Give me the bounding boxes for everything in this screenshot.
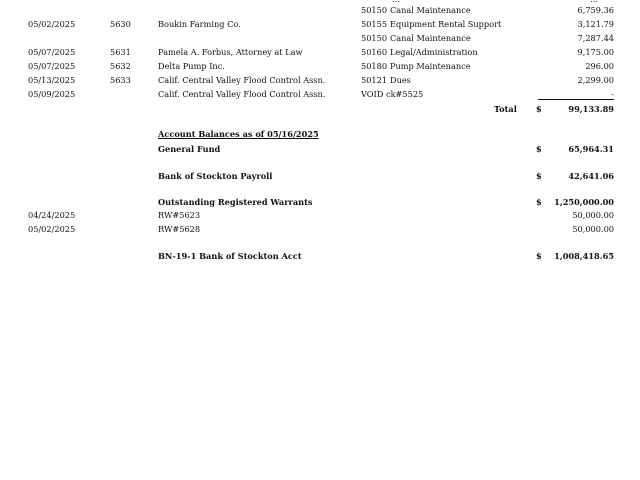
row-description: Equipment Rental Support bbox=[390, 19, 502, 29]
warrant-ref: RW#5623 bbox=[158, 210, 201, 220]
row-description: Canal Maintenance bbox=[390, 5, 471, 15]
account-label: BN-19-1 Bank of Stockton Acct bbox=[158, 251, 302, 261]
row-date: 05/09/2025 bbox=[28, 89, 76, 99]
row-description: Dues bbox=[390, 75, 411, 85]
payroll-amount: 42,641.06 bbox=[568, 171, 614, 181]
row-gl-code: 50155 bbox=[361, 19, 388, 29]
row-gl-code: 50150 bbox=[361, 5, 388, 15]
row-amount: 2,299.00 bbox=[577, 75, 614, 85]
warrants-amount: 1,250,000.00 bbox=[554, 197, 614, 207]
row-date: 05/13/2025 bbox=[28, 75, 76, 85]
row-payee: Pamela A. Forbus, Attorney at Law bbox=[158, 47, 303, 57]
account-currency: $ bbox=[536, 251, 542, 261]
row-amount: 6,759.36 bbox=[577, 5, 614, 15]
warrant-amount: 50,000.00 bbox=[572, 210, 614, 220]
row-description: Canal Maintenance bbox=[390, 33, 471, 43]
account-amount: 1,008,418.65 bbox=[554, 251, 614, 261]
row-date: 05/02/2025 bbox=[28, 19, 76, 29]
row-date: 05/07/2025 bbox=[28, 47, 76, 57]
warrant-date: 04/24/2025 bbox=[28, 210, 76, 220]
warrants-label: Outstanding Registered Warrants bbox=[158, 197, 313, 207]
cut-off-top-row bbox=[0, 0, 640, 2]
row-gl-code: 50160 bbox=[361, 47, 388, 57]
row-payee: Delta Pump Inc. bbox=[158, 61, 225, 71]
general-fund-amount: 65,964.31 bbox=[568, 144, 614, 154]
payroll-label: Bank of Stockton Payroll bbox=[158, 171, 273, 181]
payroll-currency: $ bbox=[536, 171, 542, 181]
row-gl-code: 50150 bbox=[361, 33, 388, 43]
row-date: 05/07/2025 bbox=[28, 61, 76, 71]
total-currency: $ bbox=[536, 104, 542, 114]
row-check-number: 5632 bbox=[110, 61, 131, 71]
row-amount: 296.00 bbox=[585, 61, 614, 71]
warrant-date: 05/02/2025 bbox=[28, 224, 76, 234]
warrant-amount: 50,000.00 bbox=[572, 224, 614, 234]
row-amount: 9,175.00 bbox=[577, 47, 614, 57]
row-description: Pump Maintenance bbox=[390, 61, 471, 71]
warrants-currency: $ bbox=[536, 197, 542, 207]
row-check-number: 5633 bbox=[110, 75, 131, 85]
balances-heading: Account Balances as of 05/16/2025 bbox=[158, 129, 319, 139]
general-fund-currency: $ bbox=[536, 144, 542, 154]
total-amount: 99,133.89 bbox=[568, 104, 614, 114]
row-description: Legal/Administration bbox=[390, 47, 478, 57]
total-rule bbox=[538, 99, 614, 100]
general-fund-label: General Fund bbox=[158, 144, 221, 154]
row-check-number: 5631 bbox=[110, 47, 131, 57]
cut-amount-fragment bbox=[590, 0, 598, 2]
row-description: ck#5525 bbox=[386, 89, 424, 99]
row-gl-code: VOID bbox=[361, 89, 384, 99]
warrant-ref: RW#5628 bbox=[158, 224, 201, 234]
row-payee: Calif. Central Valley Flood Control Assn. bbox=[158, 89, 326, 99]
total-label: Total bbox=[494, 104, 517, 114]
row-check-number: 5630 bbox=[110, 19, 131, 29]
cut-description-fragment bbox=[392, 0, 400, 2]
row-amount: - bbox=[611, 89, 614, 99]
row-amount: 7,287.44 bbox=[577, 33, 614, 43]
row-payee: Calif. Central Valley Flood Control Assn. bbox=[158, 75, 326, 85]
row-gl-code: 50180 bbox=[361, 61, 388, 71]
row-payee: Boukin Farming Co. bbox=[158, 19, 241, 29]
row-gl-code: 50121 bbox=[361, 75, 388, 85]
row-amount: 3,121.79 bbox=[577, 19, 614, 29]
